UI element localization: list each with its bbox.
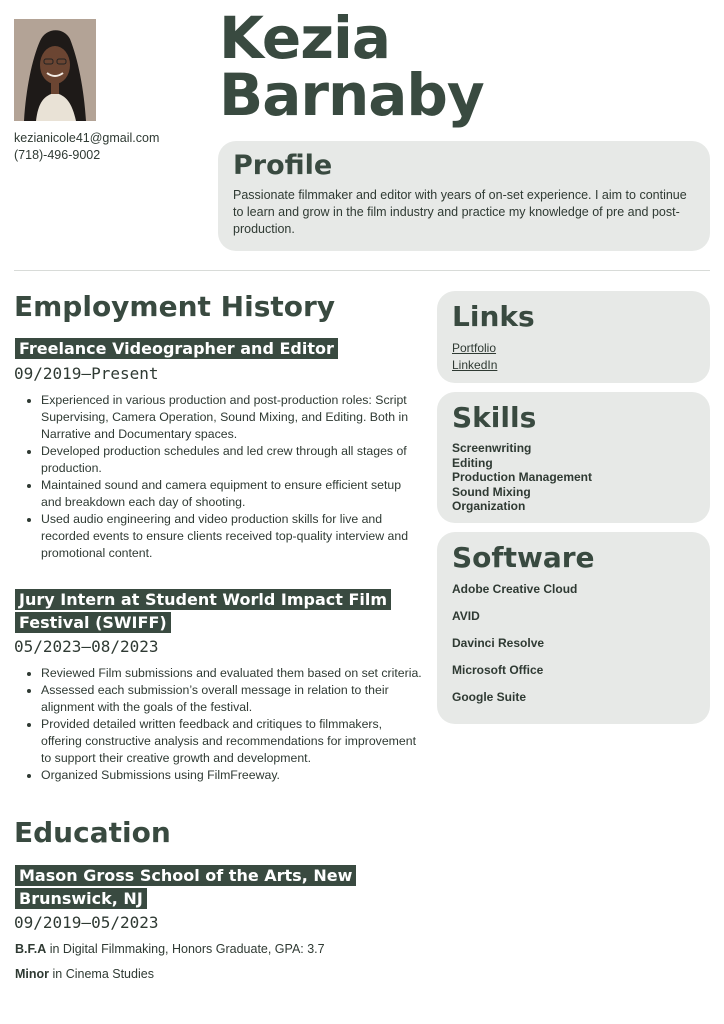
minor-detail: in Cinema Studies	[49, 967, 154, 981]
profile-section	[218, 141, 710, 251]
job-title: Freelance Videographer and Editor	[15, 338, 338, 359]
profile-text: Passionate filmmaker and editor with years of on-set experience. I aim to continue to learn and grow in the film industry and practice my knowledge of pre and post-production.	[233, 188, 687, 236]
software-section	[437, 532, 710, 724]
contact-email[interactable]: kezianicole41@gmail.com	[14, 131, 160, 145]
school-wrap	[15, 864, 415, 910]
section-divider	[14, 270, 710, 271]
first-name: Kezia	[219, 4, 391, 72]
employment-title: Employment History	[14, 290, 336, 323]
list-item: • Maintained sound and camera equipment to ensure efficient setup and breakdown each day of shooting.	[41, 477, 424, 511]
person-name	[219, 4, 484, 129]
education-dates: 09/2019—05/2023	[14, 913, 159, 932]
list-item: • Used audio engineering and video production skills for live and recorded events to ensure clients received top-quality interview and promotional content.	[41, 511, 424, 562]
list-item: • Experienced in various production and post-production roles: Script Supervising, Camera Operation, Sound Mixing, and Editing. Both in Narrative and Documentary spaces.	[41, 392, 424, 443]
portfolio-link[interactable]: Portfolio	[452, 341, 497, 355]
list-item: Screenwriting	[452, 441, 532, 455]
job-bullets	[14, 665, 424, 784]
list-item: Production Management	[452, 470, 593, 485]
list-item: • Reviewed Film submissions and evaluated them based on set criteria.	[41, 665, 424, 682]
list-item: • Provided detailed written feedback and critiques to filmmakers, offering constructive analysis and recommendations for improvement to support their creative growth and development.	[41, 716, 424, 767]
last-name: Barnaby	[219, 61, 484, 129]
job-dates: 09/2019—Present	[14, 364, 159, 383]
contact-block	[14, 130, 159, 164]
skills-list	[452, 441, 696, 514]
links-title: Links	[452, 300, 535, 333]
list-item: Sound Mixing	[452, 484, 531, 499]
job-title-2-wrap	[15, 588, 425, 634]
minor-line	[15, 967, 154, 981]
skills-section	[437, 392, 710, 523]
job-dates: 05/2023—08/2023	[14, 637, 159, 656]
portrait-image	[14, 19, 96, 121]
job-bullets	[14, 392, 424, 562]
profile-photo	[14, 19, 96, 121]
list-item: AVID	[452, 609, 480, 623]
software-title: Software	[452, 541, 595, 574]
job-title: Jury Intern at Student World Impact Film Festival (SWIFF)	[15, 589, 391, 633]
list-item: • Assessed each submission’s overall message in relation to their alignment with the goals of the festival.	[41, 682, 424, 716]
list-item: Microsoft Office	[452, 663, 544, 677]
list-item: Adobe Creative Cloud	[452, 582, 578, 596]
software-list	[452, 576, 696, 711]
profile-title: Profile	[233, 150, 333, 181]
list-item: Editing	[452, 455, 493, 470]
list-item: • Organized Submissions using FilmFreeway.	[41, 767, 424, 784]
job-title-1-wrap	[15, 337, 425, 360]
list-item: Google Suite	[452, 690, 527, 704]
list-item: Organization	[452, 499, 526, 514]
minor-label: Minor	[15, 967, 50, 981]
school-name: Mason Gross School of the Arts, New Brunswick, NJ	[15, 865, 356, 909]
skills-title: Skills	[452, 401, 537, 434]
linkedin-link[interactable]: LinkedIn	[452, 358, 498, 372]
links-section	[437, 291, 710, 383]
list-item: Davinci Resolve	[452, 636, 545, 650]
degree-line	[15, 942, 325, 956]
education-title: Education	[14, 816, 171, 849]
contact-phone[interactable]: (718)-496-9002	[14, 148, 101, 162]
list-item: • Developed production schedules and led crew through all stages of production.	[41, 443, 424, 477]
degree-detail: in Digital Filmmaking, Honors Graduate, GPA: 3.7	[46, 942, 325, 956]
degree-label: B.F.A	[15, 942, 47, 956]
